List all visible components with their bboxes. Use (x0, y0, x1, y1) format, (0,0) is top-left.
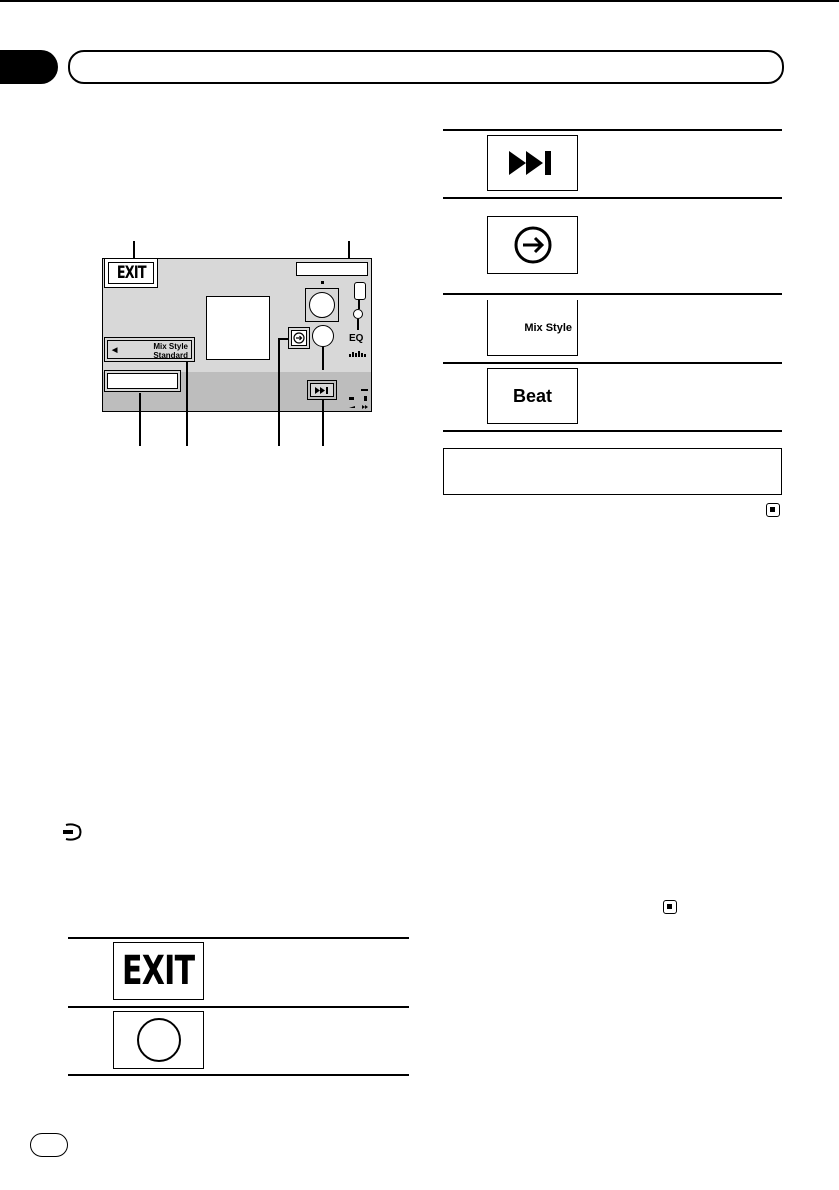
beat-key (487, 368, 578, 424)
vertical-stem (322, 347, 324, 370)
table-rule (443, 197, 782, 199)
mix-style-key-label: Mix Style (524, 321, 572, 334)
page-number-tab (30, 1133, 68, 1157)
table-rule (68, 937, 409, 939)
circle-key (113, 1011, 204, 1069)
next-track-icon-small (310, 383, 334, 397)
callout-line-5b (278, 338, 289, 340)
callout-line-4 (186, 362, 188, 446)
phone-icon[interactable] (354, 282, 366, 300)
callout-line-6 (322, 400, 324, 446)
small-dot-icon (353, 309, 363, 319)
phone-stem (358, 300, 360, 309)
note-box (443, 448, 782, 495)
circle-button-icon[interactable] (309, 292, 335, 318)
artwork-box (206, 296, 270, 360)
header-bar (68, 50, 784, 84)
indicator-dot (321, 281, 324, 284)
table-rule (443, 129, 782, 131)
top-rule (0, 0, 839, 2)
mix-style-key (487, 300, 578, 356)
exit-key-label: EXIT (122, 948, 195, 994)
end-mark-icon (663, 900, 677, 914)
left-arrow-icon: ◀ (112, 347, 118, 354)
circle-button-icon (137, 1018, 181, 1062)
table-rule (443, 430, 782, 432)
callout-line-3 (139, 393, 141, 446)
mix-style-value: Standard (153, 351, 188, 360)
exit-button[interactable] (104, 258, 158, 288)
half-circle-icon (312, 325, 334, 347)
table-rule (443, 362, 782, 364)
next-track-icon (509, 151, 557, 175)
status-icons (345, 388, 369, 410)
eq-label[interactable]: EQ (349, 333, 364, 344)
arrow-right-circle-icon (291, 330, 307, 346)
section-tab (0, 50, 58, 84)
text-field (104, 370, 181, 392)
callout-line-1 (133, 241, 135, 259)
arrow-button[interactable] (288, 327, 310, 349)
mix-style-title: Mix Style (153, 342, 188, 351)
next-track-key (487, 135, 578, 191)
callout-line-5 (278, 338, 280, 446)
arrow-key (487, 216, 578, 274)
beat-key-label: Beat (512, 385, 552, 406)
next-track-button[interactable] (307, 380, 337, 400)
end-mark-icon (766, 503, 780, 517)
arrow-right-circle-icon (513, 225, 553, 265)
dot-stem (357, 319, 359, 330)
mix-style-button[interactable] (104, 337, 195, 362)
important-icon (63, 823, 83, 841)
table-rule (68, 1006, 409, 1008)
eq-bars-icon (349, 344, 367, 349)
exit-label: EXIT (116, 263, 146, 283)
exit-key (113, 942, 204, 1000)
table-rule (68, 1074, 409, 1076)
source-display-box (296, 262, 368, 276)
table-rule (443, 293, 782, 295)
